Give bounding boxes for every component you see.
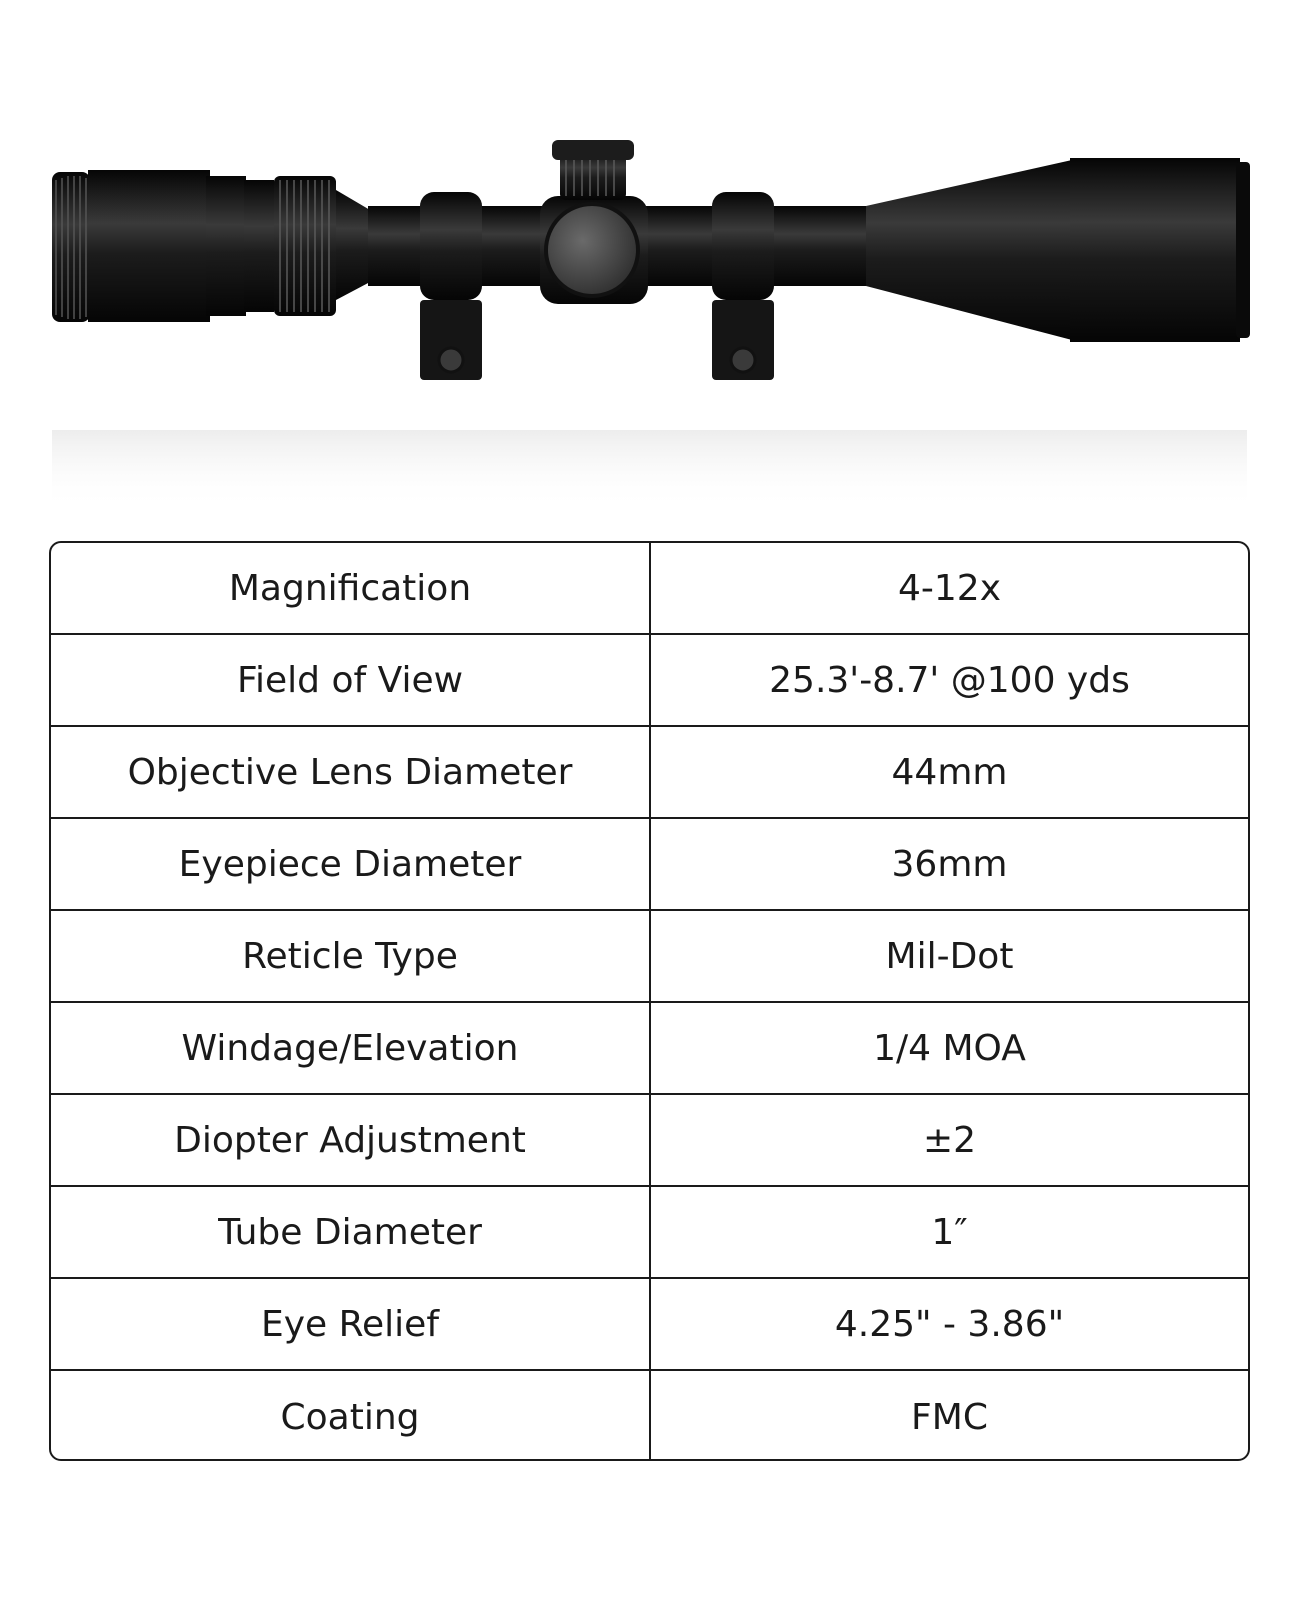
spec-row-diopter-adjustment	[51, 1095, 1248, 1187]
spec-value: 36mm	[891, 843, 1008, 885]
scope-reflection	[52, 430, 1247, 510]
spec-label: Tube Diameter	[51, 1187, 651, 1277]
spec-row-windage-elevation	[51, 1003, 1248, 1095]
spec-value: 1/4 MOA	[873, 1027, 1026, 1069]
spec-row-eyepiece-diameter	[51, 819, 1248, 911]
spec-row-tube-diameter	[51, 1187, 1248, 1279]
spec-label: Coating	[51, 1371, 651, 1461]
spec-row-reticle-type	[51, 911, 1248, 1003]
spec-value: 1″	[931, 1211, 968, 1253]
spec-label: Eyepiece Diameter	[51, 819, 651, 909]
spec-label: Objective Lens Diameter	[51, 727, 651, 817]
spec-table	[49, 541, 1250, 1461]
spec-value: 25.3'-8.7' @100 yds	[769, 659, 1130, 701]
spec-label: Windage/Elevation	[51, 1003, 651, 1093]
spec-label: Diopter Adjustment	[51, 1095, 651, 1185]
spec-value: 4.25" - 3.86"	[834, 1303, 1065, 1345]
spec-value: Mil-Dot	[885, 935, 1014, 977]
spec-row-coating	[51, 1371, 1248, 1461]
spec-value: 4-12x	[897, 567, 1001, 609]
rifle-scope-icon	[0, 0, 1300, 530]
spec-row-field-of-view	[51, 635, 1248, 727]
spec-value: 44mm	[891, 751, 1008, 793]
spec-label: Magnification	[51, 543, 651, 633]
spec-row-eye-relief	[51, 1279, 1248, 1371]
spec-row-objective-lens-diameter	[51, 727, 1248, 819]
product-image	[0, 0, 1300, 530]
spec-value: FMC	[911, 1396, 988, 1438]
spec-row-magnification	[51, 543, 1248, 635]
spec-label: Eye Relief	[51, 1279, 651, 1369]
spec-label: Reticle Type	[51, 911, 651, 1001]
spec-value: ±2	[922, 1119, 977, 1161]
spec-label: Field of View	[51, 635, 651, 725]
